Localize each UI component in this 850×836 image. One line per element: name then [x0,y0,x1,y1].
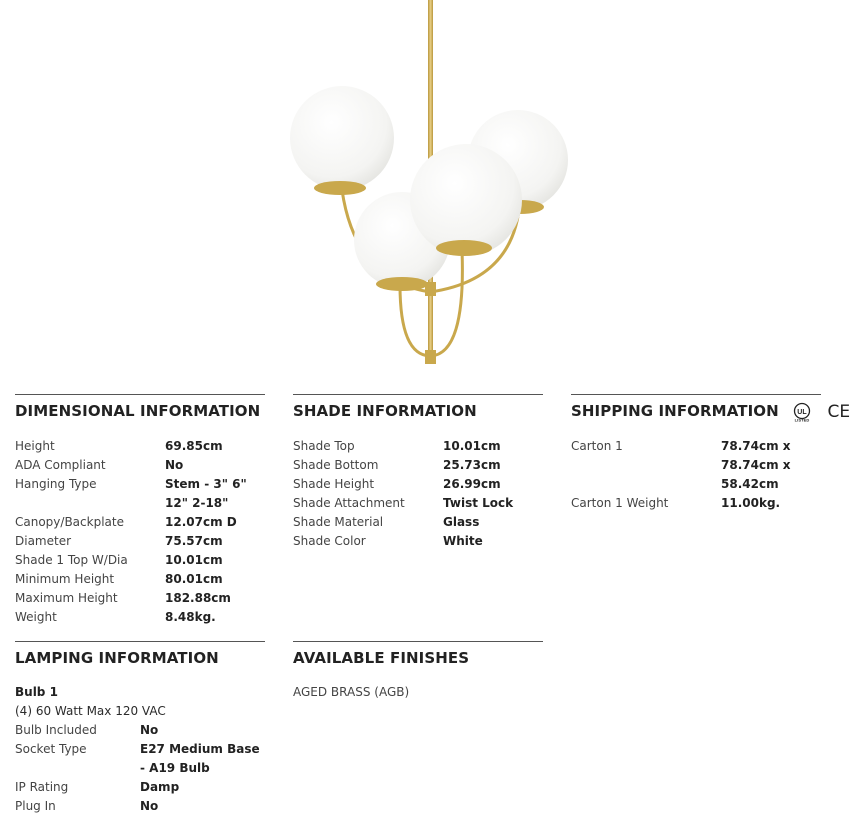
spec-row [15,551,265,570]
spec-row [15,437,265,456]
spec-value: No [140,799,159,813]
product-image [270,0,590,372]
spec-row [293,513,543,532]
spec-value: 75.57cm [165,534,223,548]
section-title: SHADE INFORMATION [293,402,477,420]
spec-row [15,513,265,532]
spec-value: 10.01cm [165,553,223,567]
spec-label: Shade Top [293,439,355,453]
divider [571,394,821,395]
shipping-title: SHIPPING INFORMATION [571,402,779,420]
spec-row [15,532,265,551]
spec-value: White [443,534,483,548]
spec-value: 12.07cm D [165,515,237,529]
spec-label: Bulb Included [15,723,97,737]
spec-value: Stem - 3" 6" 12" 2-18" [165,477,247,510]
dimensional-section [15,394,265,627]
spec-value: 10.01cm [443,439,501,453]
spec-value: 80.01cm [165,572,223,586]
divider [15,394,265,395]
spec-label: Shade Height [293,477,375,491]
spec-row [15,778,265,797]
lamping-section [15,641,265,816]
spec-label: Shade Material [293,515,384,529]
spec-row [293,475,543,494]
spec-value: 25.73cm [443,458,501,472]
divider [293,641,543,642]
divider [15,641,265,642]
spec-row [293,437,543,456]
spec-row [293,494,543,513]
spec-label: Plug In [15,799,56,813]
spec-label: Shade 1 Top W/Dia [15,553,128,567]
spec-label: Maximum Height [15,591,118,605]
finishes-section [293,641,543,702]
spec-row [15,475,265,513]
spec-row [15,589,265,608]
spec-label: ADA Compliant [15,458,106,472]
spec-value: No [165,458,184,472]
spec-label: Shade Color [293,534,366,548]
ul-listed-icon [790,402,816,422]
spec-label: Weight [15,610,57,624]
spec-value: Twist Lock [443,496,514,510]
ce-icon: CE [827,401,850,422]
ul-sub-text: LISTED [794,417,810,422]
spec-label: Hanging Type [15,477,97,491]
spec-row [571,494,821,513]
spec-value: 11.00kg. [721,496,781,510]
spec-value: Damp [140,780,180,794]
spec-label: Shade Bottom [293,458,379,472]
spec-row [15,570,265,589]
spec-label: Socket Type [15,742,87,756]
spec-row [293,532,543,551]
bulb-description: (4) 60 Watt Max 120 VAC [15,704,166,718]
spec-row [15,456,265,475]
spec-row [571,437,821,494]
bulb-title: Bulb 1 [15,685,58,699]
spec-label: IP Rating [15,780,69,794]
section-title: LAMPING INFORMATION [15,649,219,667]
section-title: AVAILABLE FINISHES [293,649,470,667]
spec-row [293,456,543,475]
spec-label: Diameter [15,534,72,548]
divider [293,394,543,395]
spec-value: 26.99cm [443,477,501,491]
spec-row [15,797,265,816]
finish-item: AGED BRASS (AGB) [293,685,410,699]
spec-label: Minimum Height [15,572,115,586]
ul-text: UL [797,408,807,416]
spec-label: Carton 1 [571,439,623,453]
spec-value: E27 Medium Base - A19 Bulb [140,742,260,775]
spec-label: Shade Attachment [293,496,405,510]
spec-value: Glass [443,515,480,529]
spec-row [15,608,265,627]
spec-row [15,740,265,778]
shipping-section [571,394,850,513]
shade-section [293,394,543,551]
spec-label: Carton 1 Weight [571,496,669,510]
spec-value: 69.85cm [165,439,223,453]
spec-label: Height [15,439,55,453]
spec-label: Canopy/Backplate [15,515,124,529]
spec-value: No [140,723,159,737]
spec-value: 182.88cm [165,591,231,605]
section-title [571,401,850,422]
section-title: DIMENSIONAL INFORMATION [15,402,261,420]
spec-value: 8.48kg. [165,610,216,624]
spec-value: 78.74cm x 78.74cm x 58.42cm [721,439,791,491]
spec-row [15,721,265,740]
